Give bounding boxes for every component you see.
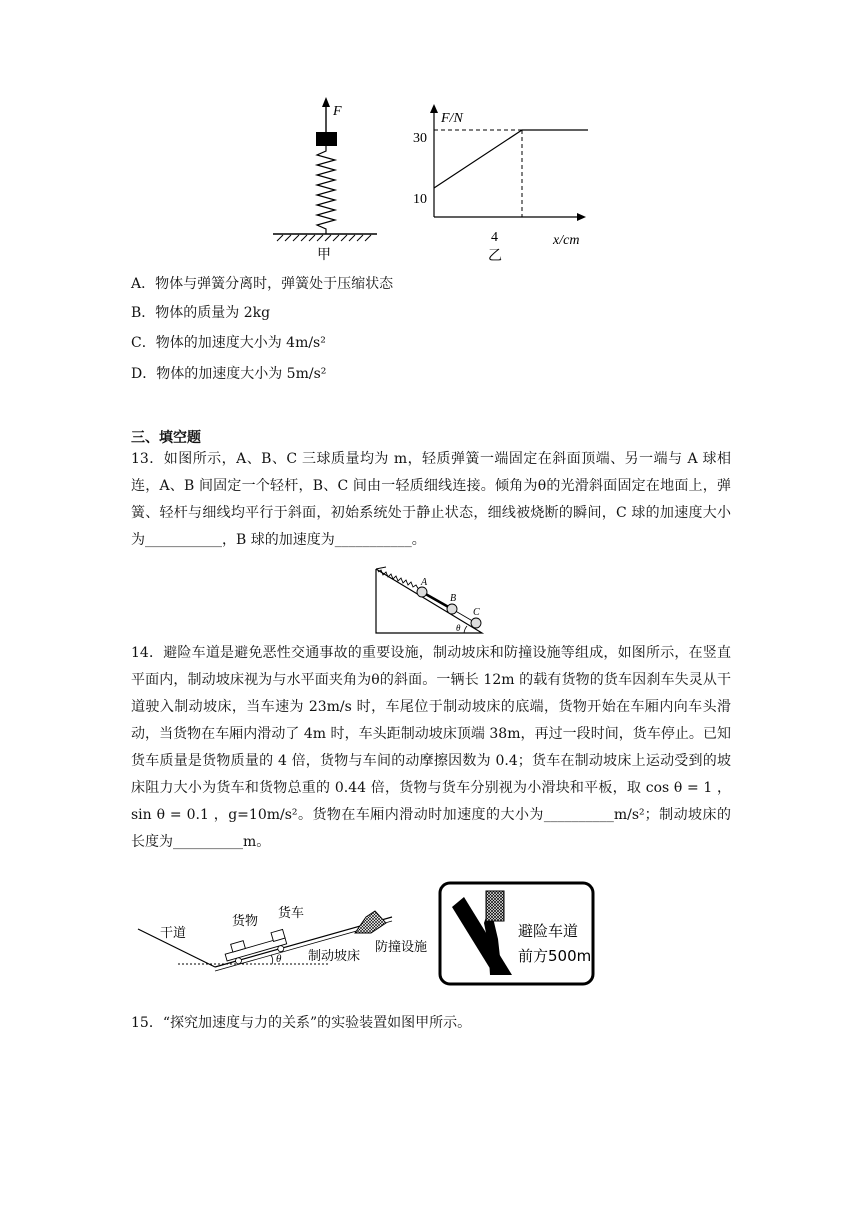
question-14: 14．避险车道是避免恶性交通事故的重要设施，制动坡床和防撞设施等组成，如图所示，在竖直平面内，制动坡床视为与水平面夹角为θ的斜面。一辆长 12m 的载有货物的货车因刹车失灵从干道驶入制动坡床，当车速为 23m/s 时，车尾位于制动坡床的底端，货物开始在车厢内向车头滑动，当货物在车厢内滑动了 4m 时，车头距制动坡床顶端 38m，再过一段时间，货车停止。已知货车质量是货物质量的 4 倍，货物与车间的动摩擦因数为 0.4；货车在制动坡床上运动受到的坡床阻力大小为货车和货物总重的 0.44 倍，货物与货车分别视为小滑块和平板，取 cos θ = 1 ， sin θ = 0.1 ，g=10m/s²。货物在车厢内滑动时加速度的大小为__________m/s²；制动坡床的长度为__________m。 <box>131 645 731 850</box>
incline-figure <box>372 565 487 637</box>
caption-yi: 乙 <box>488 249 502 264</box>
force-line <box>434 130 588 188</box>
block <box>316 132 337 146</box>
ball-b <box>447 604 457 614</box>
label-c: C <box>473 607 480 618</box>
force-displacement-graph <box>408 100 598 265</box>
label-cargo: 货物 <box>232 913 259 928</box>
option-c: C．物体的加速度大小为 4m/s² <box>131 335 326 351</box>
x-tick-4: 4 <box>491 230 498 245</box>
label-a: A <box>421 577 428 588</box>
sign-line1: 避险车道 <box>518 922 579 940</box>
caption-jia: 甲 <box>317 248 331 263</box>
label-ramp: 制动坡床 <box>308 948 361 963</box>
x-axis-label: x/cm <box>553 233 580 248</box>
ball-c <box>471 618 481 628</box>
question-13: 13．如图所示，A、B、C 三球质量均为 m，轻质弹簧一端固定在斜面顶端、另一端与 A 球相连，A、B 间固定一个轻杆，B、C 间由一轻质细线连接。倾角为θ的光滑斜面固定在地面上，弹簧、轻杆与细线均平行于斜面，初始系统处于静止状态，细线被烧断的瞬间，C 球的加速度大小为___________，B 球的加速度为___________。 <box>131 451 731 548</box>
barrier <box>355 911 386 933</box>
y-axis-label: F/N <box>441 111 463 126</box>
force-label: F <box>333 104 342 119</box>
ball-a <box>417 587 427 597</box>
road-sign <box>438 881 595 986</box>
y-tick-30: 30 <box>413 131 427 146</box>
label-barrier: 防撞设施 <box>375 939 428 954</box>
question-15: 15．“探究加速度与力的关系”的实验装置如图甲所示。 <box>131 1015 472 1031</box>
spring <box>317 146 335 234</box>
option-a: A．物体与弹簧分离时，弹簧处于压缩状态 <box>131 276 394 292</box>
label-truck: 货车 <box>278 905 305 920</box>
label-theta: θ <box>456 623 461 633</box>
label-main-road: 干道 <box>160 925 187 940</box>
option-b: B．物体的质量为 2kg <box>131 305 271 321</box>
label-b: B <box>450 593 457 604</box>
y-tick-10: 10 <box>413 192 427 207</box>
section-title: 三、填空题 <box>131 430 201 446</box>
ramp-figure <box>130 895 440 980</box>
sign-line2: 前方500m <box>518 947 592 965</box>
incline-spring <box>378 570 419 590</box>
ramp-angle: θ <box>276 953 282 965</box>
spring-figure <box>265 95 385 265</box>
option-d: D．物体的加速度大小为 5m/s² <box>131 366 327 382</box>
